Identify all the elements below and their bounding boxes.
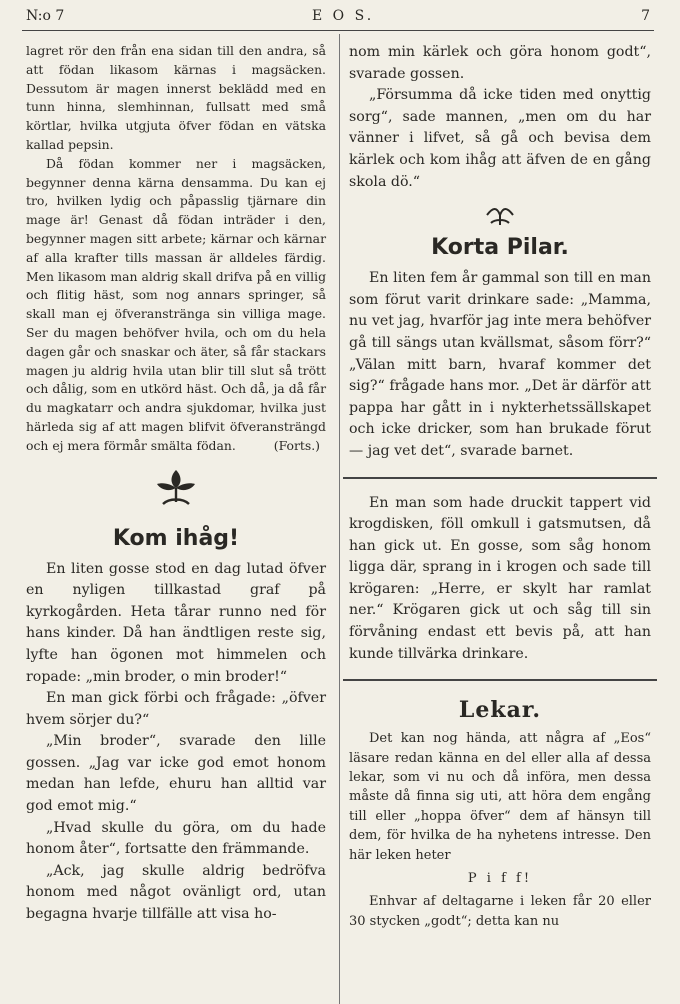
article-continued-text: lagret rör den från ena sidan till den andra, så att födan likasom kärnas i magsäcken. Dessutom är magen innerst beklädd med en tunn hinna, slemhinnan, fullsatt med små körtlar, hvilka utgjuta öfver födan en vätska kallad pepsin. [26, 43, 326, 152]
story-paragraph: En liten gosse stod en dag lutad öfver en nyligen tillkastad graf på kyrkogården. Heta tårar runno ned för hans kinder. Då han ändtligen reste sig, lyfte han ögonen mot himmelen och ropade: „min broder, o min broder!“ [26, 560, 326, 685]
lekar-heading: Lekar. [458, 697, 542, 724]
issue-number: N:o 7 [26, 8, 65, 24]
games-paragraph: Det kan nog hända, att några af „Eos“ läsare redan känna en del eller alla af dessa lekar, som vi nu och då införa, men dessa måste då finna sig uti, att höra dem engång till eller „hoppa öfver“ dem af hänsyn till dem, för hvilka de ha nyhetens intresse. Den här leken heter [349, 731, 651, 863]
story-continued-text: nom min kärlek och göra honom godt“, svarade gossen. [349, 44, 651, 82]
left-column [26, 42, 326, 926]
page-number: 7 [641, 8, 650, 24]
story-paragraph: „Försumma då icke tiden med onyttig sorg“, sade mannen, „men om du har vänner i lifvet, så gå och bevisa dem kärlek och kom ihåg att äfven de en gång skola dö.“ [349, 87, 651, 190]
flourish-ornament-icon [483, 203, 517, 229]
story-paragraph: En man gick förbi och frågade: „öfver hvem sörjer du?“ [26, 690, 326, 728]
tulip-ornament-icon [151, 466, 201, 508]
right-column [349, 42, 651, 931]
korta-pilar-heading: Korta Pilar. [431, 235, 569, 261]
story-paragraph: „Hvad skulle du göra, om du hade honom åter“, fortsatte den främmande. [26, 819, 326, 858]
page-header [22, 8, 652, 30]
magazine-title: E O S. [312, 8, 375, 24]
games-paragraph: Enhvar af deltagarne i leken får 20 eller 30 stycken „godt“; detta kan nu [349, 894, 651, 929]
section-separator [343, 477, 657, 479]
article-paragraph: Då födan kommer ner i magsäcken, begynner denna kärna densamma. Du kan ej tro, hvilken lydig och påpasslig tjärnare din mage är! Genast då födan inträder i den, begynner magen sitt arbete; kärnar och kärnar af alla krafter tills massan är alldeles färdig. Men likasom man aldrig skall drifva på en villig och flitig häst, som nog annars springer, så skall man ej öfveranstränga sin villiga mage. Ser du magen behöfver hvila, och om du hela dagen går och snaskar och äter, så får stackars magen ju aldrig hvila utan blir till slut så trött och dålig, som en utkörd häst. Och då, ja då får du magkatarr och andra sjukdomar, hvilka just härleda sig af att magen blifvit öfveransträngd och ej mera förmår smälta födan. [26, 155, 326, 453]
game-name: P i f f! [467, 871, 533, 887]
kom-ihag-heading: Kom ihåg! [112, 525, 240, 551]
story-paragraph: „Min broder“, svarade den lille gossen. „Jag var icke god emot honom medan han lefde, ehuru han alltid var god emot mig.“ [26, 733, 326, 815]
anecdote-paragraph: En man som hade druckit tappert vid krogdisken, föll omkull i gatsmutsen, då han gick ut. En gosse, som såg honom ligga där, sprang in i krogen och sade till krögaren: „Herre, er skylt har ramlat ner.“ Krögaren gick ut och såg till sin förvåning endast ett bevis på, att han kunde tillvärka drinkare. [349, 494, 651, 662]
header-rule [22, 30, 654, 31]
section-separator [343, 679, 657, 681]
story-paragraph: „Ack, jag skulle aldrig bedröfva honom med något ovänligt ord, utan begagna hvarje tillfälle att visa ho- [26, 862, 326, 923]
column-divider [339, 34, 340, 1004]
continued-note: (Forts.) [273, 437, 320, 453]
anecdote-paragraph: En liten fem år gammal son till en man som förut varit drinkare sade: „Mamma, nu vet jag, hvarför jag inte mera behöfver gå till sängs utan kvällsmat, såsom förr?“ „Välan mitt barn, hvaraf kommer det sig?“ frågade hans mor. „Det är därför att pappa har gått in i nykterhetssällskapet och icke dricker, som han brukade förut — jag vet det“, svarade barnet. [349, 270, 651, 459]
